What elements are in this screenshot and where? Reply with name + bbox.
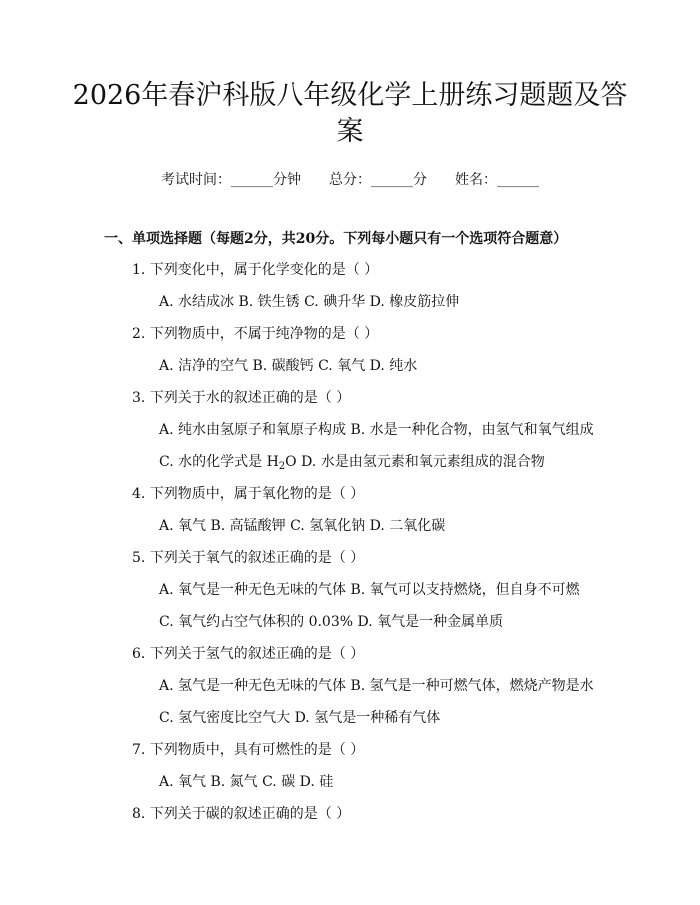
section-heading: 一、单项选择题（每题2分，共20分。下列每小题只有一个选项符合题意） (104, 231, 568, 247)
question-3-option-c-prefix: C. 水的化学式是 H (159, 454, 279, 470)
question-4-options: A. 氧气 B. 高锰酸钾 C. 氢氧化钠 D. 二氧化碳 (159, 518, 446, 534)
question-7-options: A. 氧气 B. 氮气 C. 碳 D. 硅 (159, 774, 334, 790)
question-7: 7. 下列物质中，具有可燃性的是（ ） (132, 742, 365, 758)
question-3-option-c-suffix: O D. 水是由氢元素和氧元素组成的混合物 (285, 454, 545, 470)
document-title: 2026年春沪科版八年级化学上册练习题题及答案 (72, 80, 628, 147)
question-1: 1. 下列变化中，属于化学变化的是（ ） (132, 262, 379, 278)
question-6-options-ab: A. 氢气是一种无色无味的气体 B. 氢气是一种可燃气体，燃烧产物是水 (159, 678, 594, 694)
question-3: 3. 下列关于水的叙述正确的是（ ） (132, 390, 351, 406)
question-5-options-ab: A. 氧气是一种无色无味的气体 B. 氧气可以支持燃烧，但自身不可燃 (159, 582, 580, 598)
student-name: 姓名：______ (455, 172, 539, 188)
question-5: 5. 下列关于氧气的叙述正确的是（ ） (132, 550, 365, 566)
exam-time: 考试时间：______分钟 (161, 172, 301, 188)
question-4: 4. 下列物质中，属于氧化物的是（ ） (132, 486, 365, 502)
question-6: 6. 下列关于氢气的叙述正确的是（ ） (132, 646, 365, 662)
question-6-options-cd: C. 氢气密度比空气大 D. 氢气是一种稀有气体 (159, 710, 441, 726)
question-3-options-ab: A. 纯水由氢原子和氧原子构成 B. 水是一种化合物，由氢气和氧气组成 (159, 422, 594, 438)
question-2: 2. 下列物质中，不属于纯净物的是（ ） (132, 326, 379, 342)
question-3-options-cd (159, 452, 545, 477)
question-8: 8. 下列关于碳的叙述正确的是（ ） (132, 806, 351, 822)
question-5-options-cd: C. 氧气约占空气体积的 0.03% D. 氧气是一种金属单质 (159, 614, 504, 630)
subscript-2: 2 (278, 461, 286, 472)
exam-meta (0, 170, 700, 190)
total-score: 总分：______分 (329, 172, 427, 188)
question-2-options: A. 洁净的空气 B. 碳酸钙 C. 氧气 D. 纯水 (159, 358, 418, 374)
question-1-options: A. 水结成冰 B. 铁生锈 C. 碘升华 D. 橡皮筋拉伸 (159, 294, 460, 310)
